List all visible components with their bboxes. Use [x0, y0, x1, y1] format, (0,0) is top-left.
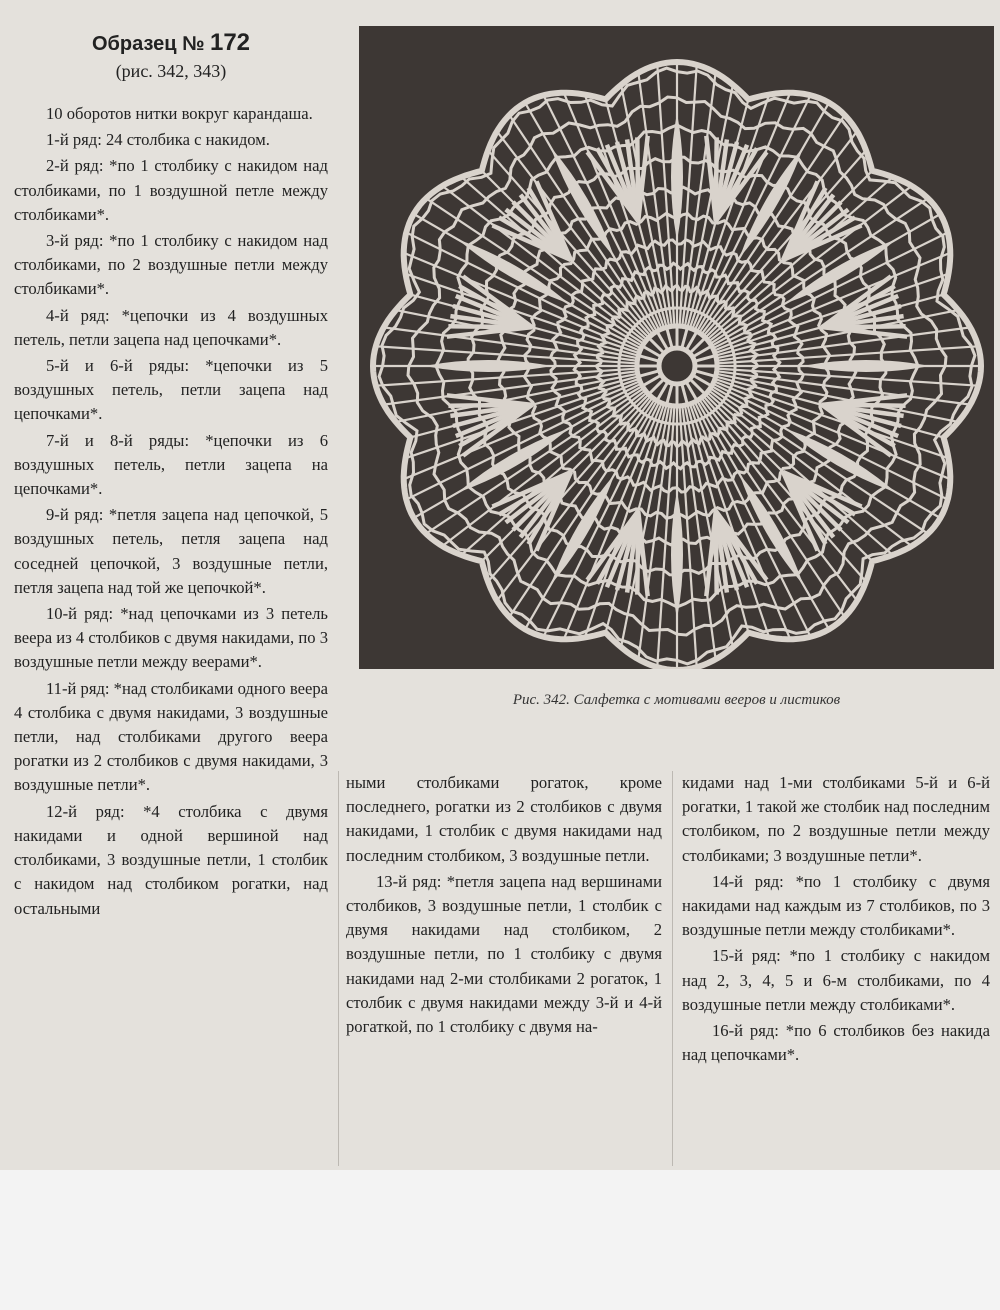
leaf-motif — [672, 494, 683, 616]
paragraph: 2-й ряд: *по 1 столбику с накидом над столбиками, по 1 воздушной петле между столбиками*. — [14, 156, 328, 224]
mesh-spoke — [713, 384, 948, 500]
paragraph: 15-й ряд: *по 1 столбику с накидом над 2, 3, 4, 5 и 6-м столбиками, по 4 воздушные петли между столбиками*. — [682, 946, 990, 1014]
mesh-spoke — [695, 95, 811, 330]
mesh-spoke — [715, 274, 949, 353]
mesh-spoke — [585, 95, 664, 329]
center-stitch — [638, 356, 659, 362]
mesh-spoke — [406, 233, 641, 349]
paragraph: 7-й и 8-й ряды: *цепочки из 6 воздушных петель, петли зацепа на цепочками*. — [14, 430, 328, 499]
paragraph: 1-й ряд: 24 столбика с накидом. — [46, 130, 270, 150]
center-stitch — [682, 327, 688, 348]
leaf-motif — [427, 361, 549, 372]
center-ring — [659, 348, 695, 384]
paragraph: 11-й ряд: *над столбиками одного веера 4 столбика с двумя накидами, 3 воздушные петли, над столбиками другого веера рогатки из 2 столбиков с двумя накидами, 3 воздушные петли*. — [14, 678, 328, 795]
paragraph: 12-й ряд: *4 столбика с двумя накидами и одной вершиной над столбиками, 3 воздушные петли, 1 столбик с накидом над столбиком рогатки, над остальными — [14, 801, 328, 918]
figure-caption: Рис. 342. Салфетка с мотивами вееров и листиков — [512, 692, 841, 708]
column-divider — [338, 771, 339, 1166]
pattern-header — [14, 28, 328, 83]
column-divider — [672, 771, 673, 1166]
paragraph: 4-й ряд: *цепочки из 4 воздушных петель, петли зацепа над цепочками*. — [14, 305, 328, 349]
mesh-spoke — [690, 404, 769, 638]
center-stitch — [638, 371, 659, 377]
paragraph: 13-й ряд: *петля зацепа над вершинами столбиков, 3 воздушные петли, 1 столбик с двумя накидами над столбиком, 2 воздушные петли, по 1 столбику с двумя накидами над 2-ми столбиками 2 рогаток, 1 столбик с двумя накидами между 3-й и 4-й рогаткой, по 1 столбику с двумя на- — [346, 871, 662, 1037]
pattern-subtitle: (рис. 342, 343) — [115, 61, 227, 81]
center-stitch — [667, 383, 673, 404]
pattern-number: 172 — [209, 29, 251, 56]
mesh-spoke — [695, 402, 811, 637]
mesh-spoke — [544, 95, 660, 330]
paragraph: 3-й ряд: *по 1 столбику с накидом над столбиками, по 2 воздушные петли между столбиками*. — [14, 231, 328, 299]
paragraph: 10-й ряд: *над цепочками из 3 петель веера из 4 столбиков с двумя накидами, по 3 воздушные петли между веерами*. — [14, 604, 328, 672]
doily-photo — [359, 26, 994, 669]
doily-illustration — [359, 26, 994, 669]
text-column-2 — [346, 771, 662, 1041]
mesh-spoke — [713, 233, 948, 349]
paragraph-continuation: кидами над 1-ми столбиками 5-й и 6-й рогатки, 1 такой же столбик над последним столбиком, по 2 воздушные петли между столбиками; 3 воздушные петли*. — [682, 773, 990, 865]
paragraph: 16-й ряд: *по 6 столбиков без накида над цепочками*. — [682, 1021, 990, 1065]
mesh-spoke — [544, 402, 660, 637]
pattern-title-text: Образец № — [91, 33, 205, 55]
center-stitch — [694, 371, 715, 377]
center-stitch — [694, 356, 715, 362]
text-column-1 — [14, 102, 328, 923]
paragraph: 9-й ряд: *петля зацепа над цепочкой, 5 воздушных петель, петля зацепа над соседней цепочкой, 3 воздушные петли, петля зацепа над той же цепочкой*. — [14, 505, 328, 597]
paragraph: 10 оборотов нитки вокруг карандаша. — [46, 104, 313, 123]
center-stitch — [667, 327, 673, 348]
center-stitch — [682, 383, 688, 404]
pattern-title — [14, 28, 328, 59]
paragraph: 5-й и 6-й ряды: *цепочки из 5 воздушных петель, петли зацепа над цепочками*. — [14, 356, 328, 424]
paragraph: 14-й ряд: *по 1 столбику с двумя накидами над каждым из 7 столбиков, по 3 воздушные петли между столбиками*. — [682, 871, 990, 940]
paragraph-continuation: ными столбиками рогаток, кроме последнего, рогатки из 2 столбиков с двумя накидами, 1 столбик с двумя накидами над последним столбиком, 3 воздушные петли. — [346, 773, 662, 865]
leaf-motif — [805, 361, 927, 372]
mesh-spoke — [406, 379, 640, 458]
mesh-spoke — [406, 384, 641, 500]
text-column-3 — [682, 771, 990, 1069]
leaf-motif — [672, 116, 683, 238]
